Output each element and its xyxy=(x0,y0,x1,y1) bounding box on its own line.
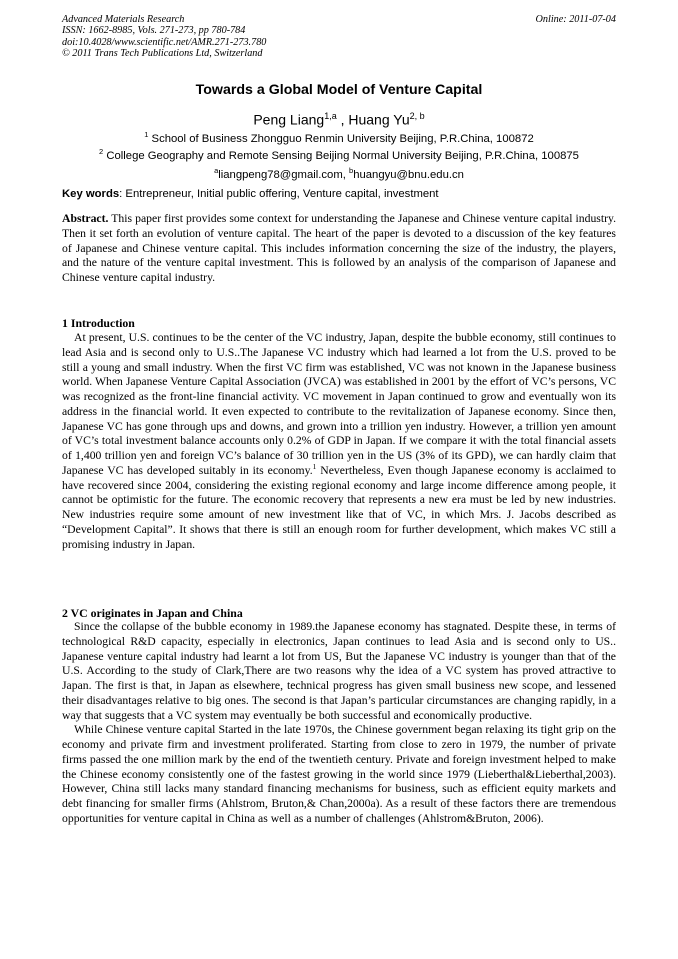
author-2: Huang Yu xyxy=(348,111,410,128)
abstract-label: Abstract. xyxy=(62,212,109,225)
author-line xyxy=(0,111,678,128)
copyright-line: © 2011 Trans Tech Publications Ltd, Switzerland xyxy=(62,48,263,60)
affiliation-1 xyxy=(0,130,678,145)
keywords xyxy=(62,188,616,200)
footnote-marker: 1 xyxy=(312,461,317,471)
online-date: Online: 2011-07-04 xyxy=(535,14,616,25)
section-2-body xyxy=(62,620,616,827)
email-a[interactable]: liangpeng78@gmail.com, xyxy=(218,168,350,181)
issn-line: ISSN: 1662-8985, Vols. 271-273, pp 780-784 xyxy=(62,25,246,37)
paper-title: Towards a Global Model of Venture Capital xyxy=(195,82,483,98)
section-2-heading: 2 VC originates in Japan and China xyxy=(62,606,243,620)
author-1: Peng Liang xyxy=(253,111,325,128)
affiliation-1-mark: 1 xyxy=(144,130,149,139)
keywords-label: Key words xyxy=(62,188,120,200)
section-1-paragraph-b: Nevertheless, Even though Japanese economy is acclaimed to have recovered since 2004, considering the existing regional economy and large income difference among people, it cannot be optimistic for the future. The economic recovery that represents a new era must be led by new industries. New industries require some amount of new investment like that of VC, in which Mrs. J. Jacobs described as “Development Capital”. It shows that there is still an enough room for further development, which makes VC still a promising industry in Japan. xyxy=(62,463,617,551)
author-2-affil: 2, b xyxy=(409,111,425,121)
doi-line[interactable]: doi:10.4028/www.scientific.net/AMR.271-273.780 xyxy=(62,36,267,48)
journal-name: Advanced Materials Research xyxy=(62,14,185,25)
email-b[interactable]: huangyu@bnu.edu.cn xyxy=(353,168,464,181)
email-a-mark: a xyxy=(214,166,219,175)
section-1-paragraph-a: At present, U.S. continues to be the center of the VC industry, Japan, despite the bubble economy, still continues to lead Asia and is second only to U.S..The Japanese VC industry which had learned a lot from the U.S. proved to be still a young and small industry. When the first VC firm was established, VC was not known in the Japanese business world. When Japanese Venture Capital Association (JVCA) was established in 2001 by the effort of VC’s persons, VC was recognized as the front-line financial activity. VC movement in Japan continued to grow and eventually won its address in the financial world. It even expected to contribute to the revitalization of Japanese economy. Since then, Japanese VC has gone through ups and downs, and grown into a trillion yen industry. However, a trillion yen amount of VC’s total investment balance accounts only 0.2% of GDP in Japan. If we compare it with the total financial assets of 1,400 trillion yen and foreign VC’s balance of 30 trillion yen in the US (3% of its GPD), we can hardly claim that Japanese VC has developed suitably in its economy. xyxy=(62,331,616,477)
author-1-affil: 1,a xyxy=(324,111,337,121)
affiliation-1-text: School of Business Zhongguo Renmin University Beijing, P.R.China, 100872 xyxy=(148,132,534,145)
abstract-text: This paper first provides some context for understanding the Japanese and Chinese venture capital industry. Then it set forth an evolution of venture capital. The heart of the paper is devoted to a discussion of the key features of Japanese and Chinese venture capital. This includes information concerning the size of the industry, the players, and the nature of the venture capital investment. This is followed by an analysis of the comparison of Japanese and Chinese venture capital industry. xyxy=(62,212,616,284)
affiliation-2-mark: 2 xyxy=(99,147,104,156)
journal-header xyxy=(62,14,616,60)
abstract xyxy=(62,212,616,286)
affiliation-2-text: College Geography and Remote Sensing Beijing Normal University Beijing, P.R.China, 100875 xyxy=(103,149,579,162)
section-2-paragraph-2: While Chinese venture capital Started in the late 1970s, the Chinese government began relaxing its tight grip on the economy and private firm and investment proliferated. Starting from close to zero in 1979, the number of private firms passed the one million mark by the end of the twentieth century. Private and foreign investment helped to make the Chinese economy consistently one of the fastest growing in the world since 1979 (Lieberthal&Lieberthal,2003). However, China still lacks many standard financing mechanisms for business, such as efficient equity markets and debt financing for smaller firms (Ahlstrom, Bruton,& Chan,2000a). As a result of these factors there are tremendous opportunities for venture capital in China as well as a number of challenges (Ahlstrom&Bruton, 2006). xyxy=(62,723,616,825)
section-1-body xyxy=(62,331,616,552)
email-b-mark: b xyxy=(349,166,354,175)
section-1-heading: 1 Introduction xyxy=(62,316,135,330)
keywords-text: : Entrepreneur, Initial public offering, Venture capital, investment xyxy=(119,188,439,200)
section-2-paragraph-1: Since the collapse of the bubble economy in 1989.the Japanese economy has stagnated. Despite these, in terms of technological R&D capacity, especially in electronics, Japan continues to lead Asia and is second only to US.. Japanese venture capital industry had learnt a lot from US, But the Japanese VC industry is younger than that of the U.S. According to the study of Clark,There are two reasons why the idea of a VC system has proved attractive to Japan. The first is that, in Japan as elsewhere, technical progress has given small business new scope, and lessened their disadvantages relative to big ones. The second is that Japan’s particular circumstances are changing rapidly, in a way that suggests that a VC system may eventually be both successful and economically productive. xyxy=(62,620,616,722)
affiliation-2 xyxy=(0,147,678,162)
author-separator: , xyxy=(336,111,349,128)
email-line xyxy=(0,166,678,181)
